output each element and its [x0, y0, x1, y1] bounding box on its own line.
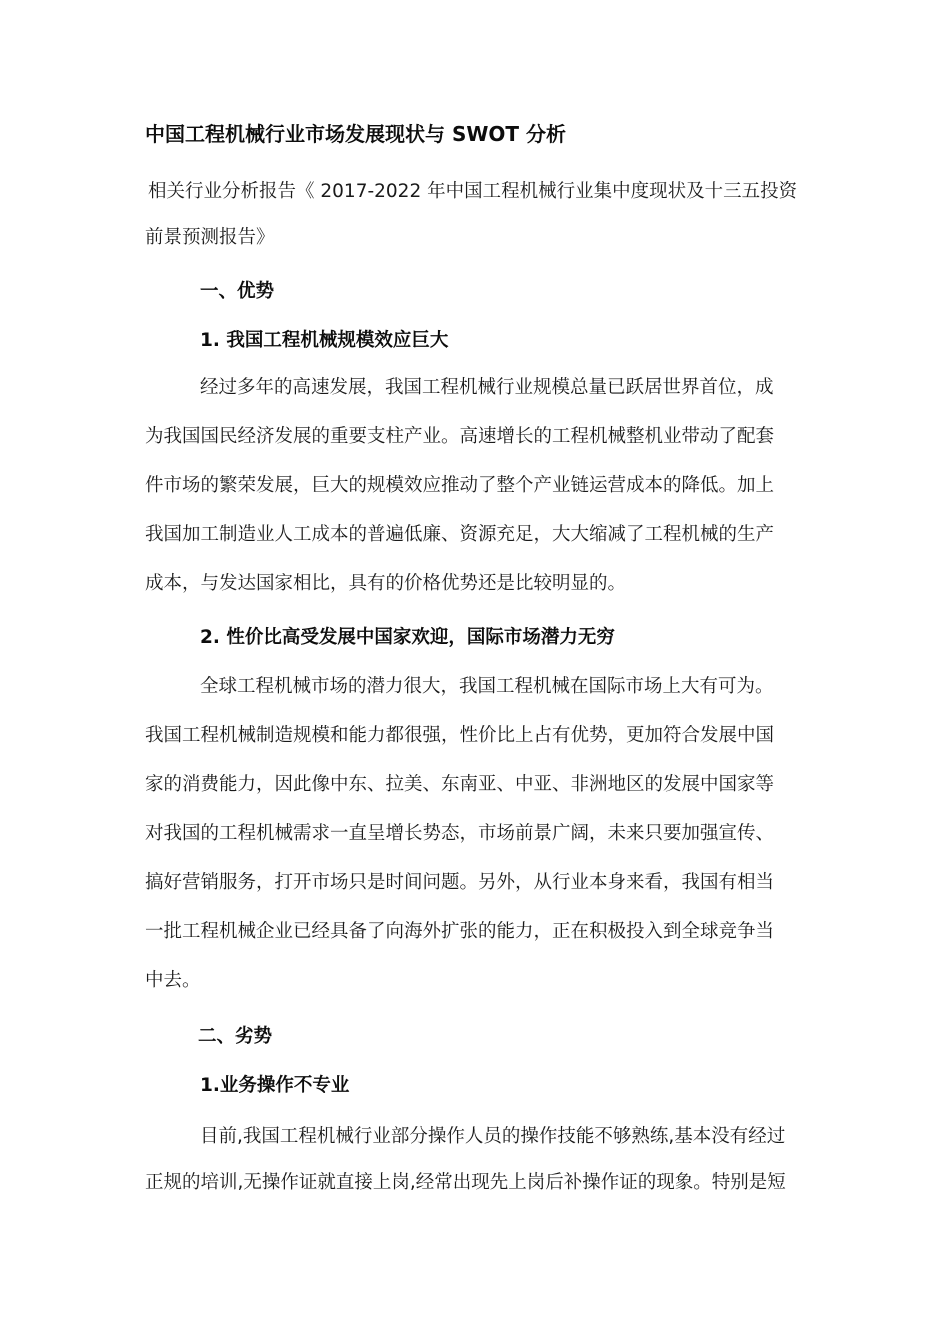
paragraph-line: 中去。 [145, 970, 201, 991]
subheading-cost-performance: 2. 性价比高受发展中国家欢迎，国际市场潜力无穷 [200, 627, 615, 648]
paragraph-line: 一批工程机械企业已经具备了向海外扩张的能力，正在积极投入到全球竞争当 [145, 921, 775, 942]
paragraph-line: 家的消费能力，因此像中东、拉美、东南亚、中亚、非洲地区的发展中国家等 [145, 774, 775, 795]
paragraph-line: 我国加工制造业人工成本的普遍低廉、资源充足，大大缩减了工程机械的生产 [145, 524, 775, 545]
paragraph-line: 成本，与发达国家相比，具有的价格优势还是比较明显的。 [145, 573, 627, 594]
paragraph-line: 对我国的工程机械需求一直呈增长势态，市场前景广阔，未来只要加强宣传、 [145, 823, 775, 844]
related-report-line-2: 前景预测报告》 [145, 227, 275, 248]
subheading-operations: 1.业务操作不专业 [200, 1075, 350, 1096]
paragraph-line: 正规的培训,无操作证就直接上岗,经常出现先上岗后补操作证的现象。特别是短 [145, 1172, 786, 1193]
paragraph-line: 经过多年的高速发展，我国工程机械行业规模总量已跃居世界首位，成 [200, 377, 774, 398]
document-title: 中国工程机械行业市场发展现状与 SWOT 分析 [145, 122, 567, 146]
paragraph-line: 我国工程机械制造规模和能力都很强，性价比上占有优势，更加符合发展中国 [145, 725, 775, 746]
subheading-scale-effect: 1. 我国工程机械规模效应巨大 [200, 330, 449, 351]
paragraph-line: 件市场的繁荣发展，巨大的规模效应推动了整个产业链运营成本的降低。加上 [145, 475, 775, 496]
paragraph-line: 为我国国民经济发展的重要支柱产业。高速增长的工程机械整机业带动了配套 [145, 426, 775, 447]
paragraph-line: 全球工程机械市场的潜力很大，我国工程机械在国际市场上大有可为。 [200, 676, 774, 697]
paragraph-line: 搞好营销服务，打开市场只是时间问题。另外，从行业本身来看，我国有相当 [145, 872, 775, 893]
section-heading-strengths: 一、优势 [200, 281, 275, 302]
section-heading-weaknesses: 二、劣势 [198, 1026, 273, 1047]
related-report-line-1: 相关行业分析报告《 2017-2022 年中国工程机械行业集中度现状及十三五投资 [148, 181, 798, 202]
paragraph-line: 目前,我国工程机械行业部分操作人员的操作技能不够熟练,基本没有经过 [200, 1126, 786, 1147]
